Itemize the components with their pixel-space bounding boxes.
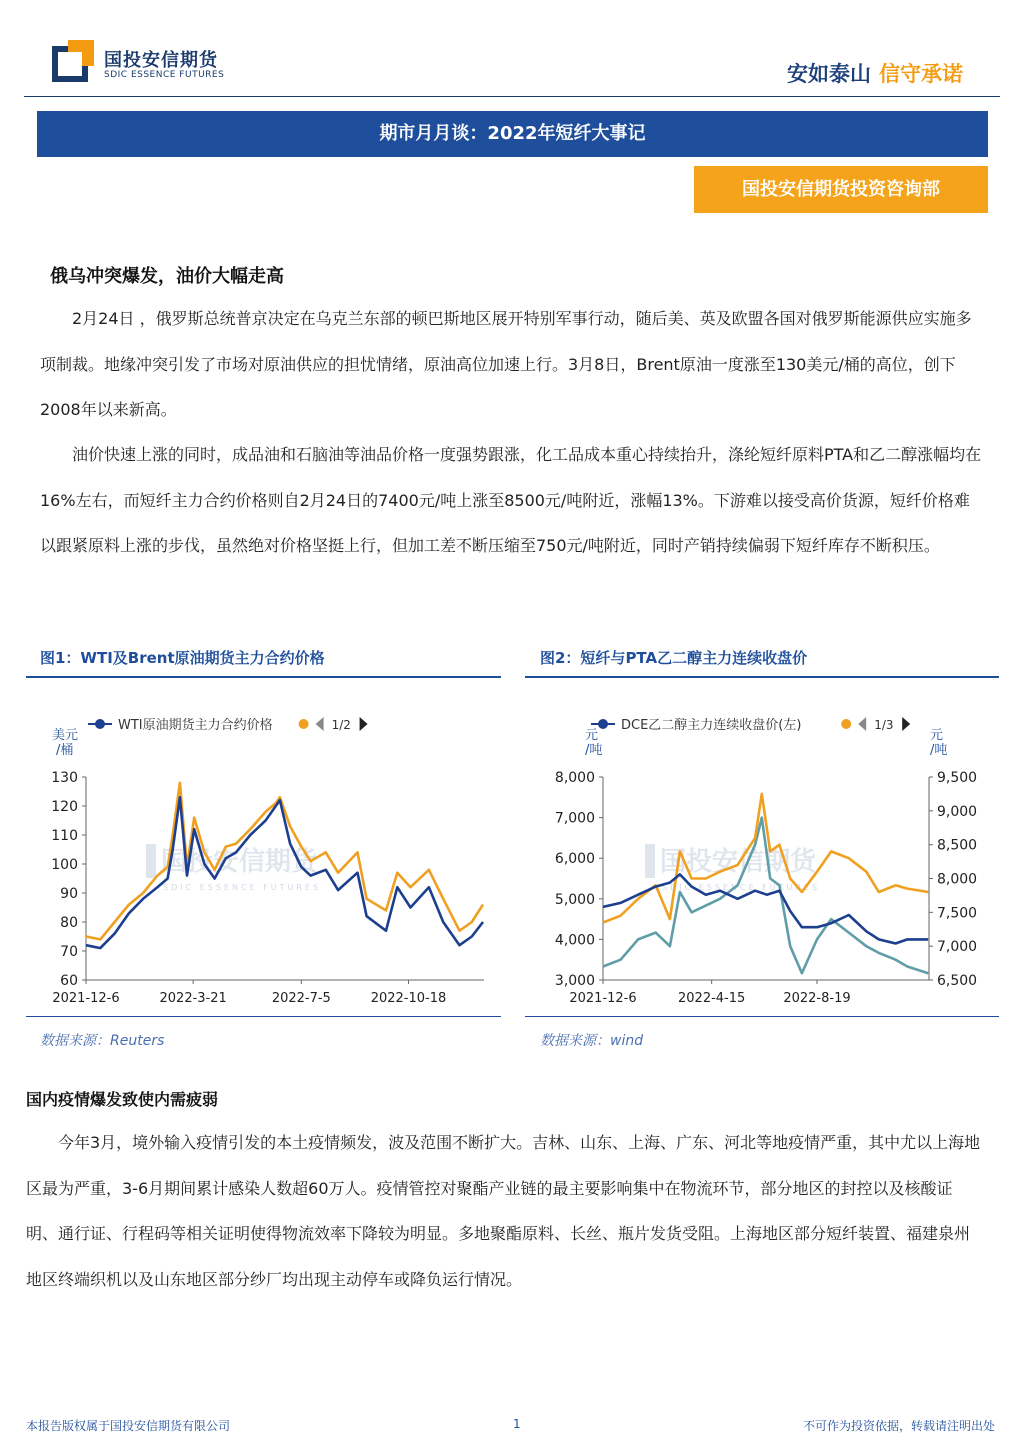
right-y-tick-label: 7,000: [937, 939, 978, 956]
footer-disclaimer: 不可作为投资依据，转载请注明出处: [802, 1419, 995, 1433]
y-tick-label: 120: [51, 799, 78, 815]
watermark-text: 国投安信期货: [161, 847, 318, 877]
document-title: 期市月月谈：2022年短纤大事记: [37, 111, 988, 157]
legend-marker: [598, 719, 608, 729]
left-y-tick-label: 4,000: [554, 932, 595, 949]
y-tick-label: 110: [51, 828, 78, 844]
left-y-tick-label: 3,000: [554, 973, 595, 989]
legend-prev-arrow: [858, 717, 866, 731]
department-label: 国投安信期货投资咨询部: [694, 166, 988, 213]
left-axis-unit-line1: 元: [585, 728, 599, 743]
section1-paragraph-1: 2月24日 ，俄罗斯总统普京决定在乌克兰东部的顿巴斯地区展开特别军事行动，随后美、英及欧盟各国对俄罗斯能源供应实施多项制裁。地缘冲突引发了市场对原油供应的担忧情绪，原油高位加速上行。3月8日，Brent原油一度涨至130美元/桶的高位，创下2008年以来新高。: [40, 309, 972, 419]
logo-text-en: SDIC ESSENCE FUTURES: [104, 70, 225, 80]
legend-prev-arrow: [316, 717, 324, 731]
left-y-tick-label: 8,000: [554, 770, 595, 786]
right-y-tick-label: 7,500: [937, 905, 978, 922]
watermark-text-en: SDIC ESSENCE FUTURES: [163, 883, 322, 892]
figure-1-rule: [26, 676, 501, 678]
right-axis-unit-line2: /吨: [930, 743, 948, 758]
legend-page: 1/3: [874, 718, 894, 732]
section2-paragraph-1: 今年3月，境外输入疫情引发的本土疫情频发，波及范围不断扩大。吉林、山东、上海、广东、河北等地疫情严重，其中尤以上海地区最为严重，3-6月期间累计感染人数超60万人。疫情管控对聚酯产业链的最主要影响集中在物流环节，部分地区的封控以及核酸证明、通行证、行程码等相关证明使得物流效率下降较为明显。多地聚酯原料、长丝、瓶片发货受阻。上海地区部分短纤装置、福建泉州地区终端织机以及山东地区部分纱厂均出现主动停车或降负运行情况。: [26, 1133, 981, 1289]
legend-next-arrow: [902, 717, 910, 731]
y-tick-label: 90: [60, 886, 78, 902]
left-y-tick-label: 5,000: [554, 891, 595, 908]
y-tick-label: 80: [60, 915, 78, 931]
right-y-tick-label: 9,000: [937, 803, 978, 820]
x-tick-label: 2021-12-6: [569, 991, 637, 1006]
figure-2-chart: [525, 700, 999, 1015]
y-tick-label: 60: [60, 973, 78, 989]
y-tick-label: 70: [60, 944, 78, 960]
legend-page: 1/2: [331, 718, 351, 732]
legend-label: DCE乙二醇主力连续收盘价(左): [621, 718, 802, 733]
slogan: [787, 58, 963, 88]
right-axis-unit-line1: 元: [930, 728, 944, 743]
figure-1-source: 数据来源：Reuters: [40, 1033, 165, 1049]
legend-next-arrow: [360, 717, 368, 731]
x-tick-label: 2022-8-19: [783, 991, 851, 1006]
legend-marker-next: [841, 719, 851, 729]
right-y-tick-label: 8,000: [937, 871, 978, 888]
figure-2-source: 数据来源：wind: [540, 1033, 644, 1049]
x-tick-label: 2022-10-18: [370, 991, 447, 1006]
logo-text-cn: 国投安信期货: [104, 50, 218, 71]
y-tick-label: 130: [51, 770, 78, 786]
x-tick-label: 2022-7-5: [271, 991, 331, 1006]
watermark-text-en: SDIC ESSENCE FUTURES: [662, 883, 821, 892]
footer-page-number: 1: [513, 1417, 521, 1431]
figure-1-title: 图1：WTI及Brent原油期货主力合约价格: [40, 649, 325, 667]
y-tick-label: 100: [51, 857, 78, 873]
left-y-tick-label: 7,000: [554, 810, 595, 827]
legend-marker: [95, 719, 105, 729]
footer-copyright: 本报告版权属于国投安信期货有限公司: [26, 1419, 231, 1433]
figure-2-title: 图2：短纤与PTA乙二醇主力连续收盘价: [540, 649, 808, 667]
watermark-mark: [645, 844, 655, 878]
x-tick-label: 2021-12-6: [52, 991, 120, 1006]
section-heading-2: 国内疫情爆发致使内需疲弱: [26, 1090, 219, 1109]
figure-1-chart: [26, 700, 501, 1015]
section1-paragraph-2: 油价快速上涨的同时，成品油和石脑油等油品价格一度强势跟涨，化工品成本重心持续抬升，涤纶短纤原料PTA和乙二醇涨幅均在16%左右，而短纤主力合约价格则自2月24日的7400元/吨上涨至8500元/吨附近，涨幅13%。下游难以接受高价货源，短纤价格难以跟紧原料上涨的步伐，虽然绝对价格坚挺上行，但加工差不断压缩至750元/吨附近，同时产销持续偏弱下短纤库存不断积压。: [40, 445, 982, 555]
left-y-tick-label: 6,000: [554, 851, 595, 868]
watermark-text: 国投安信期货: [660, 847, 817, 877]
x-tick-label: 2022-4-15: [678, 991, 746, 1006]
x-tick-label: 2022-3-21: [159, 991, 227, 1006]
y-axis-unit-line2: /桶: [56, 743, 74, 758]
slogan-part-2: 信守承诺: [879, 62, 963, 86]
right-y-tick-label: 8,500: [937, 837, 978, 854]
left-axis-unit-line2: /吨: [585, 743, 603, 758]
right-y-tick-label: 9,500: [937, 770, 978, 786]
legend-marker-next: [299, 719, 309, 729]
figure-2-bottom-rule: [525, 1016, 999, 1017]
right-y-tick-label: 6,500: [937, 973, 978, 989]
figure-2-rule: [525, 676, 999, 678]
company-logo-mark: [52, 40, 94, 82]
figure-1-bottom-rule: [26, 1016, 501, 1017]
slogan-part-1: 安如泰山: [787, 62, 871, 86]
legend-label: WTI原油期货主力合约价格: [118, 718, 273, 733]
y-axis-unit-line1: 美元: [52, 728, 79, 743]
section-heading-1: 俄乌冲突爆发，油价大幅走高: [50, 266, 284, 287]
header-divider: [24, 96, 1000, 97]
watermark-mark: [146, 844, 156, 878]
